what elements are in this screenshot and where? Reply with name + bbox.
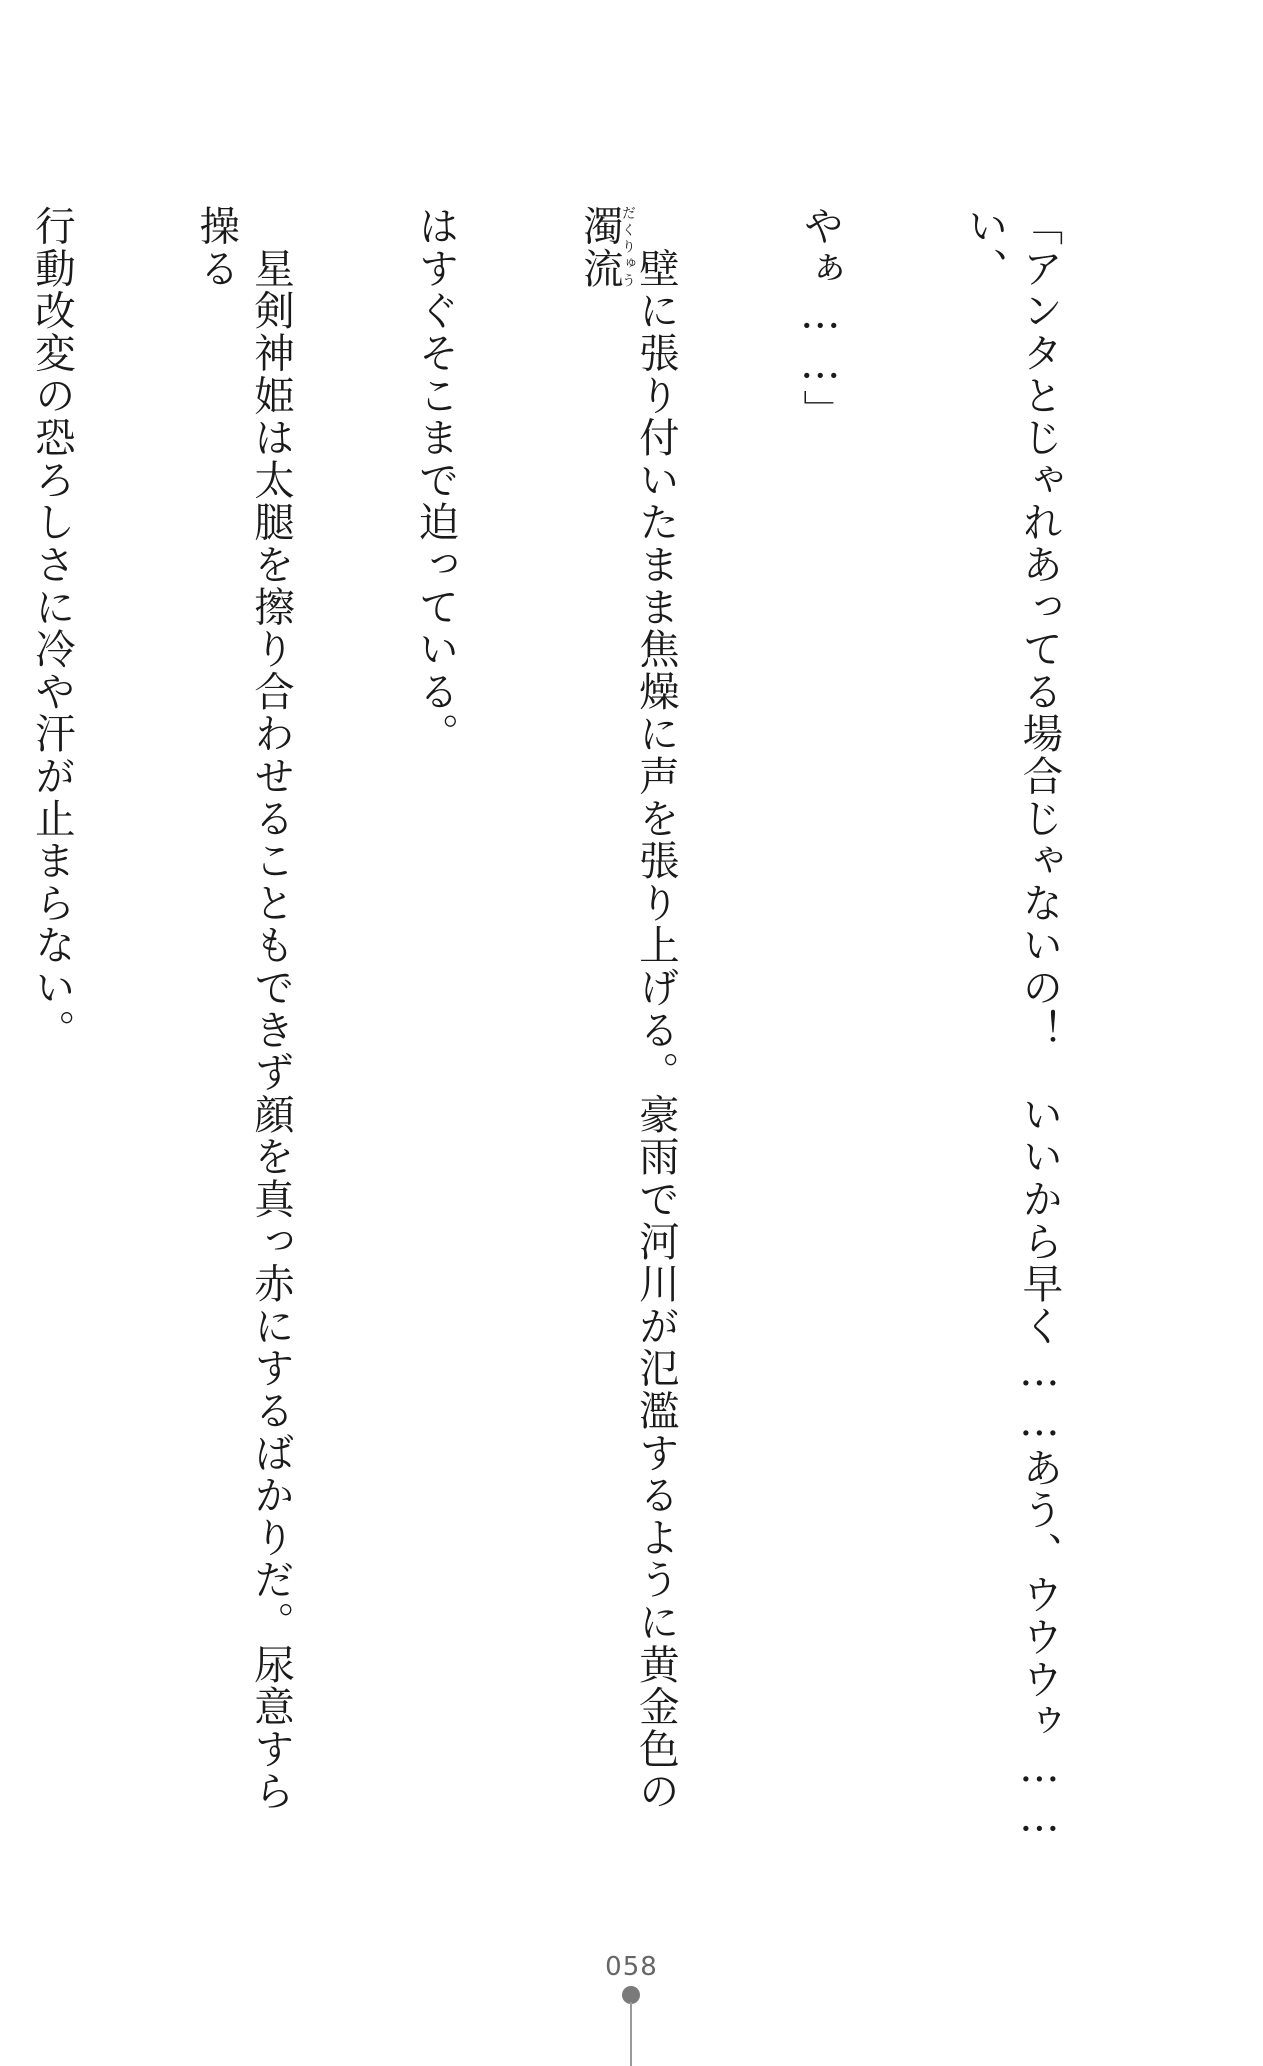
page-marker-line — [630, 2002, 632, 2066]
text-line: 「アンタとじゃれあってる場合じゃないの！ いいから早く……あう、ウウウゥ……い、 — [960, 205, 1064, 1843]
text-line: 星剣神姫は太腿を擦り合わせることもできず顔を真っ赤にするばかりだ。尿意すら操る — [192, 205, 296, 1813]
text-line: はすぐそこまで迫っている。 — [411, 205, 460, 755]
page-number: 058 — [605, 1952, 658, 1982]
text-line: 行動改変の恐ろしさに冷や汗が止まらない。 — [27, 205, 76, 1051]
furigana-ruby: 濁流だくりゅう — [575, 205, 636, 290]
vertical-text-block — [27, 205, 1176, 1845]
text-line: 壁に張り付いたまま焦燥に声を張り上げる。豪雨で河川が氾濫するように黄金色の濁流だくりゅう — [575, 205, 680, 1813]
furigana-reading: だくりゅう — [619, 205, 636, 290]
text-line: やぁ……」 — [796, 205, 845, 432]
